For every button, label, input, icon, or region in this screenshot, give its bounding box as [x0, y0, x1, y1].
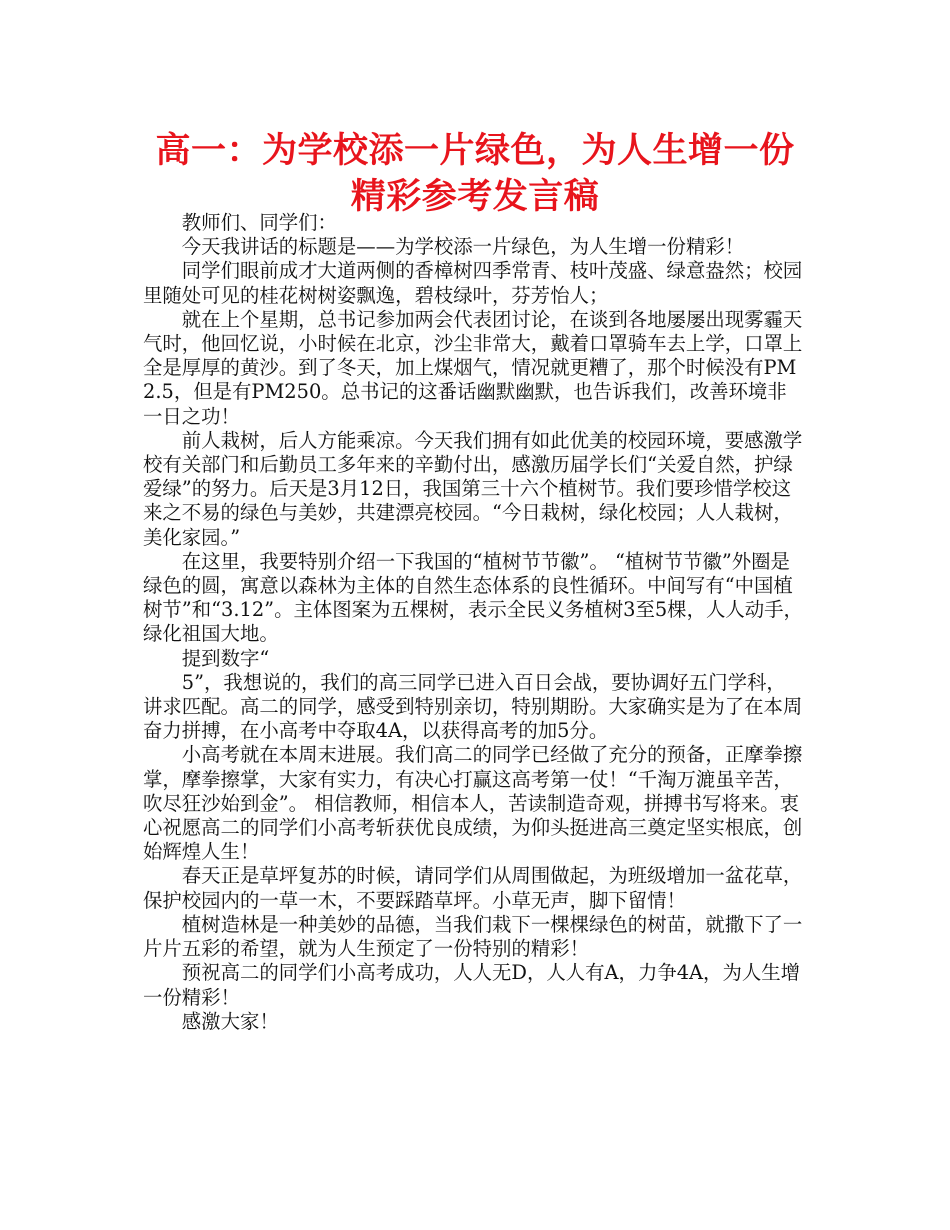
paragraph-thanks: 感激大家！ — [181, 1009, 279, 1033]
paragraph-wishes: 预祝高二的同学们小高考成功，人人无D，人人有A，力争4A，为人生增一份精彩！ — [143, 961, 801, 1009]
document-body — [143, 211, 803, 1034]
paragraph-lawn: 春天正是草坪复苏的时候，请同学们从周围做起，为班级增加一盆花草，保护校园内的一草一木，不要踩踏草坪。小草无声，脚下留情！ — [143, 864, 803, 912]
paragraph-gratitude: 前人栽树，后人方能乘凉。今天我们拥有如此优美的校园环境，要感激学校有关部门和后勤员工多年来的辛勤付出，感激历届学长们“关爱自然，护绿爱绿”的努力。后天是3月12日，我国第三十六个植树节。我们要珍惜学校这来之不易的绿色与美妙，共建漂亮校园。“今日栽树，绿化校园；人人栽树，美化家园。” — [143, 428, 803, 549]
document-title — [120, 128, 830, 220]
paragraph-smog-story: 就在上个星期，总书记参加两会代表团讨论，在谈到各地屡屡出现雾霾天气时，他回忆说，小时候在北京，沙尘非常大，戴着口罩骑车去上学，口罩上全是厚厚的黄沙。到了冬天，加上煤烟气，情况就更糟了，那个时候没有PM2.5，但是有PM250。总书记的这番话幽默幽默，也告诉我们，改善环境非一日之功！ — [143, 307, 803, 428]
paragraph-topic: 今天我讲话的标题是——为学校添一片绿色，为人生增一份精彩！ — [181, 235, 745, 259]
paragraph-exam: 小高考就在本周末进展。我们高二的同学已经做了充分的预备，正摩拳擦掌，摩拳擦掌，大家有实力，有决心打赢这高考第一仗！“千淘万漉虽辛苦，吹尽狂沙始到金”。 相信教师，相信本人，苦读制造奇观，拼搏书写将来。衷心祝愿高二的同学们小高考斩获优良成绩，为仰头挺进高三奠定坚实根底，创始辉煌人生！ — [143, 743, 803, 864]
paragraph-number-five: 5”，我想说的，我们的高三同学已进入百日会战，要协调好五门学科，讲求匹配。高二的同学，感受到特别亲切，特别期盼。大家确实是为了在本周奋力拼搏，在小高考中夺取4A，以获得高考的加5分。 — [143, 670, 803, 743]
paragraph-campus-trees: 同学们眼前成才大道两侧的香樟树四季常青、枝叶茂盛、绿意盎然；校园里随处可见的桂花树树姿飘逸，碧枝绿叶，芬芳怡人； — [143, 259, 803, 307]
paragraph-planting: 植树造林是一种美妙的品德，当我们栽下一棵棵绿色的树苗，就撒下了一片片五彩的希望，就为人生预定了一份特别的精彩！ — [143, 912, 803, 961]
paragraph-number-intro: 提到数字“ — [181, 646, 270, 670]
title-line-2: 精彩参考发言稿 — [350, 177, 600, 217]
paragraph-greeting: 教师们、同学们： — [181, 211, 337, 234]
title-line-1: 高一：为学校添一片绿色，为人生增一份 — [155, 131, 795, 171]
paragraph-tree-day-emblem: 在这里，我要特别介绍一下我国的“植树节节徽”。 “植树节节徽”外圈是绿色的圆，寓意以森林为主体的自然生态体系的良性循环。中间写有“中国植树节”和“3.12”。主体图案为五棵树，表示全民义务植树3至5棵，人人动手，绿化祖国大地。 — [143, 549, 803, 646]
